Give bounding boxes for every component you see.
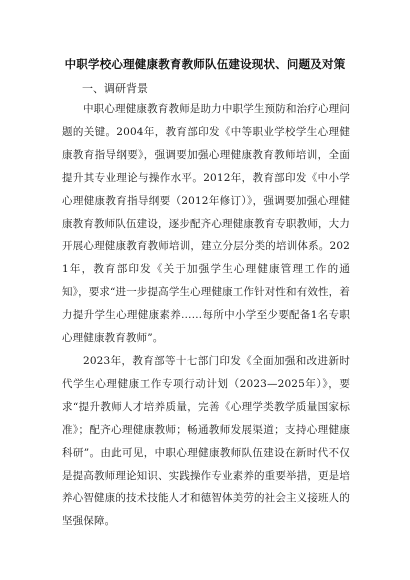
document-title: 中职学校心理健康教育教师队伍建设现状、问题及对策 [64, 57, 346, 71]
document-body [62, 98, 350, 533]
paragraph: 中职心理健康教育教师是助力中职学生预防和治疗心理问题的关键。2004年，教育部印发《中等职业学校学生心理健康教育指导纲要》，强调要加强心理健康教育教师培训，全面提升其专业理论与操作水平。2012年，教育部印发《中小学心理健康教育指导纲要（2012年修订）》，强调要加强心理健康教育教师队伍建设，逐步配齐心理健康教育专职教师，大力开展心理健康教育教师培训，建立分层分类的培训体系。2021年，教育部印发《关于加强学生心理健康管理工作的通知》，要求“进一步提高学生心理健康工作针对性和有效性，着力提升学生心理健康素养……每所中小学至少要配备1名专职心理健康教育教师”。 [62, 103, 350, 345]
paragraph: 2023年，教育部等十七部门印发《全面加强和改进新时代学生心理健康工作专项行动计划（2023—2025年）》，要求“提升教师人才培养质量，完善《心理学类教学质量国家标准》；配齐心理健康教师；畅通教师发展渠道；支持心理健康科研”。由此可见，中职心理健康教师队伍建设在新时代不仅是提高教师理论知识、实践操作专业素养的重要举措，更是培养心智健康的技术技能人才和德智体美劳的社会主义接班人的坚强保障。 [62, 354, 350, 528]
section-heading: 一、调研背景 [82, 82, 148, 95]
